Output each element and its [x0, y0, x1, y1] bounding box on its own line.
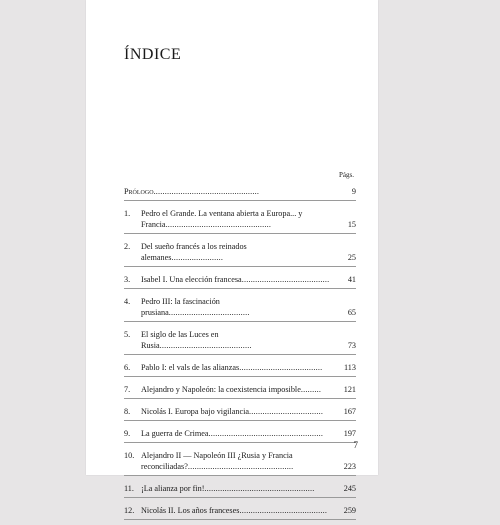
toc-entry-leader: ............................................... [187, 462, 294, 471]
toc-entry-number: 3. [124, 275, 131, 284]
toc-entry-page: 197 [343, 429, 356, 438]
toc-entry [124, 327, 356, 355]
page-title: ÍNDICE [124, 46, 182, 63]
toc-entry-number: 12. [124, 506, 135, 515]
toc-entry-title: El siglo de las Luces en Rusia [141, 330, 219, 350]
toc-entry-title: Pedro el Grande. La ventana abierta a Europa... y Francia [141, 209, 303, 229]
toc-entry [124, 404, 356, 421]
toc-entry [124, 448, 356, 476]
toc-entry-page: 73 [347, 341, 356, 350]
toc-entry [124, 360, 356, 377]
toc-entry [124, 272, 356, 289]
toc-entry-number: 7. [124, 385, 131, 394]
toc-entry-number: 8. [124, 407, 131, 416]
toc-entry [124, 382, 356, 399]
toc-entry [124, 184, 356, 201]
toc-entry-leader: ............................................... [165, 220, 272, 229]
toc-entry-title: Nicolás II. Los años franceses [141, 506, 240, 515]
toc-entry-leader: .................................... [168, 308, 250, 317]
toc-entry [124, 503, 356, 520]
toc-entry-title: Isabel I. Una elección francesa [141, 275, 242, 284]
toc-entry-page: 113 [344, 363, 356, 372]
toc-entry-page: 15 [347, 220, 356, 229]
toc-entry-leader: ............................................... [153, 187, 260, 196]
toc-entry-page: 9 [351, 187, 356, 196]
toc-entry-title: Prólogo [124, 187, 154, 196]
toc-entry-title: ¡La alianza por fin! [141, 484, 205, 493]
toc-entry [124, 239, 356, 267]
toc-entry-page: 65 [347, 308, 356, 317]
toc-entry-leader: ....................... [171, 253, 224, 262]
table-of-contents [124, 184, 356, 525]
toc-entry [124, 426, 356, 443]
toc-entry-title: Alejandro y Napoleón: la coexistencia imposible [141, 385, 301, 394]
page-number: 7 [353, 440, 358, 450]
toc-entry-page: 245 [343, 484, 356, 493]
toc-entry-page: 223 [343, 462, 356, 471]
toc-entry [124, 294, 356, 322]
toc-entry-leader: ................................................... [208, 429, 324, 438]
toc-entry-title: La guerra de Crimea [141, 429, 209, 438]
toc-entry-leader: ................................. [249, 407, 324, 416]
toc-entry-number: 2. [124, 242, 131, 251]
toc-entry-title: Alejandro II — Napoleón III ¿Rusia y Francia reconciliadas? [141, 451, 293, 471]
toc-entry-leader: ......................................... [159, 341, 252, 350]
toc-entry-page: 121 [343, 385, 356, 394]
toc-entry [124, 206, 356, 234]
toc-entry-title: Pedro III: la fascinación prusiana [141, 297, 220, 317]
toc-entry-title: Nicolás I. Europa bajo vigilancia [141, 407, 249, 416]
toc-entry-page: 167 [343, 407, 356, 416]
book-page [86, 0, 378, 515]
toc-entry-number: 4. [124, 297, 131, 306]
toc-entry-number: 11. [124, 484, 134, 493]
toc-entry-number: 1. [124, 209, 131, 218]
toc-entry-number: 10. [124, 451, 135, 460]
toc-entry [124, 481, 356, 498]
toc-entry-title: Del sueño francés a los reinados alemanes [141, 242, 247, 262]
toc-entry-number: 5. [124, 330, 131, 339]
toc-entry-leader: ..................................... [239, 363, 323, 372]
toc-entry-page: 41 [347, 275, 356, 284]
toc-entry-page: 25 [347, 253, 356, 262]
toc-entry-title: Pablo I: el vals de las alianzas [141, 363, 240, 372]
toc-entry-leader: ....................................... [239, 506, 328, 515]
toc-entry-page: 259 [343, 506, 356, 515]
toc-entry-leader: ................................................. [204, 484, 315, 493]
toc-entry-leader: ....................................... [241, 275, 330, 284]
pages-column-label: Págs. [339, 171, 354, 179]
toc-entry-number: 9. [124, 429, 131, 438]
toc-entry-number: 6. [124, 363, 131, 372]
toc-entry-leader: ......... [300, 385, 322, 394]
